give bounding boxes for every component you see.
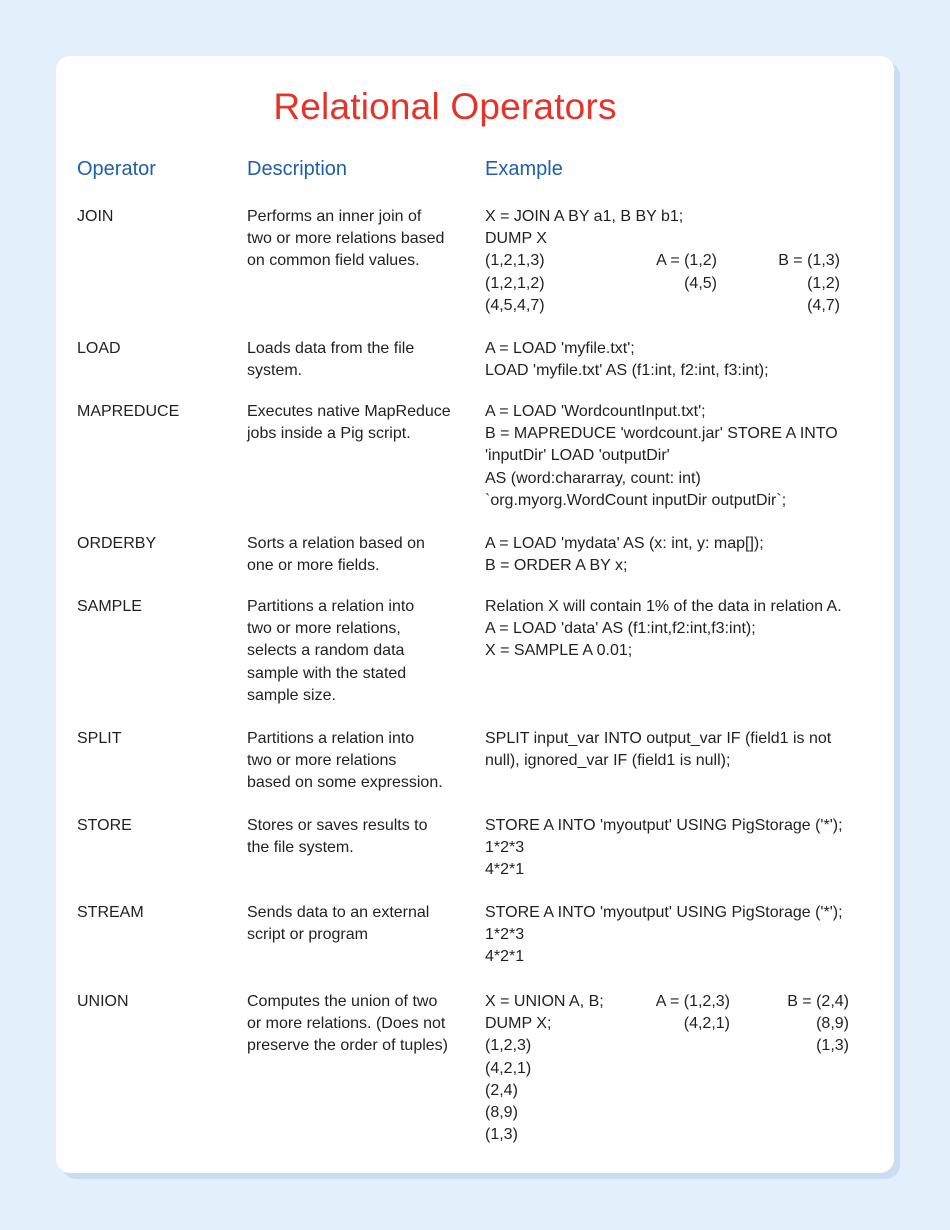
header-example: Example (485, 158, 563, 180)
operator-name: JOIN (77, 208, 114, 225)
example-line: (1,2,1,2) (485, 274, 545, 292)
relation-b-line: B = (1,3) (778, 252, 840, 270)
description-line: based on some expression. (247, 774, 443, 792)
example-line: B = MAPREDUCE 'wordcount.jar' STORE A INTO (485, 425, 838, 443)
example-line: STORE A INTO 'myoutput' USING PigStorage ('*'); (485, 817, 843, 834)
example-line: null), ignored_var IF (field1 is null); (485, 752, 731, 770)
operator-name: UNION (77, 993, 129, 1010)
relation-a-line: (4,5) (684, 274, 717, 292)
description-line: Computes the union of two (247, 993, 438, 1010)
example-line: (8,9) (485, 1104, 518, 1121)
example-line: (1,3) (485, 1126, 518, 1144)
example-line: 4*2*1 (485, 861, 525, 879)
description-line: selects a random data (247, 642, 405, 660)
example-line: (4,5,4,7) (485, 296, 545, 314)
example-line: Relation X will contain 1% of the data in relation A. (485, 598, 842, 615)
example-line: A = LOAD 'data' AS (f1:int,f2:int,f3:int); (485, 620, 756, 638)
example-line: 1*2*3 (485, 839, 525, 857)
description-line: Performs an inner join of (247, 208, 422, 225)
description-line: Partitions a relation into (247, 730, 415, 747)
relation-a-line: (4,2,1) (683, 1015, 730, 1033)
description-line: on common field values. (247, 252, 420, 270)
description-line: Sorts a relation based on (247, 535, 425, 552)
example-line: `org.myorg.WordCount inputDir outputDir`; (485, 491, 787, 509)
description-line: system. (247, 362, 303, 380)
relation-a-line: A = (1,2) (656, 252, 717, 270)
example-line: A = LOAD 'mydata' AS (x: int, y: map[]); (485, 535, 764, 552)
operator-name: SPLIT (77, 730, 122, 747)
relation-b-line: (1,3) (816, 1037, 849, 1055)
description-line: Partitions a relation into (247, 598, 415, 615)
example-line: X = SAMPLE A 0.01; (485, 642, 633, 660)
relation-a-line: A = (1,2,3) (655, 993, 730, 1010)
description-line: two or more relations (247, 752, 397, 770)
operator-name: ORDERBY (77, 535, 157, 552)
description-line: one or more fields. (247, 557, 380, 575)
example-line: X = UNION A, B; (485, 993, 604, 1010)
example-line: SPLIT input_var INTO output_var IF (field1 is not (485, 730, 832, 747)
description-line: Stores or saves results to (247, 817, 428, 834)
description-line: two or more relations based (247, 230, 445, 248)
description-line: Executes native MapReduce (247, 403, 451, 420)
example-line: A = LOAD 'WordcountInput.txt'; (485, 403, 706, 420)
example-line: (2,4) (485, 1081, 518, 1099)
example-line: DUMP X (485, 230, 547, 248)
operator-name: STREAM (77, 904, 144, 921)
example-line: (1,2,1,3) (485, 252, 545, 270)
example-line: 1*2*3 (485, 926, 525, 944)
description-line: the file system. (247, 839, 354, 857)
operator-name: STORE (77, 817, 132, 834)
relation-b-line: B = (2,4) (787, 993, 849, 1010)
header-description: Description (247, 158, 348, 180)
example-line: STORE A INTO 'myoutput' USING PigStorage ('*'); (485, 904, 843, 921)
operator-name: LOAD (77, 340, 121, 357)
description-line: two or more relations, (247, 620, 401, 638)
description-line: Loads data from the file (247, 340, 415, 357)
description-line: sample size. (247, 686, 336, 704)
description-line: preserve the order of tuples) (247, 1037, 448, 1055)
relation-b-line: (8,9) (816, 1015, 849, 1033)
header-operator: Operator (77, 158, 156, 180)
example-line: 'inputDir' LOAD 'outputDir' (485, 447, 670, 465)
relation-b-line: (4,7) (807, 296, 840, 314)
example-line: 4*2*1 (485, 948, 525, 966)
example-line: X = JOIN A BY a1, B BY b1; (485, 208, 684, 225)
description-line: Sends data to an external (247, 904, 430, 921)
relation-b-line: (1,2) (807, 274, 840, 292)
example-line: (1,2,3) (485, 1037, 532, 1055)
description-line: script or program (247, 926, 368, 944)
operator-name: SAMPLE (77, 598, 142, 615)
example-line: AS (word:chararray, count: int) (485, 469, 701, 487)
example-line: B = ORDER A BY x; (485, 557, 628, 575)
page-title: Relational Operators (273, 86, 617, 127)
description-line: sample with the stated (247, 664, 407, 682)
operator-name: MAPREDUCE (77, 403, 180, 420)
example-line: LOAD 'myfile.txt' AS (f1:int, f2:int, f3:int); (485, 362, 769, 380)
example-line: A = LOAD 'myfile.txt'; (485, 340, 635, 357)
example-line: (4,2,1) (485, 1059, 532, 1077)
description-line: jobs inside a Pig script. (247, 425, 411, 443)
example-line: DUMP X; (485, 1015, 552, 1033)
description-line: or more relations. (Does not (247, 1015, 446, 1033)
